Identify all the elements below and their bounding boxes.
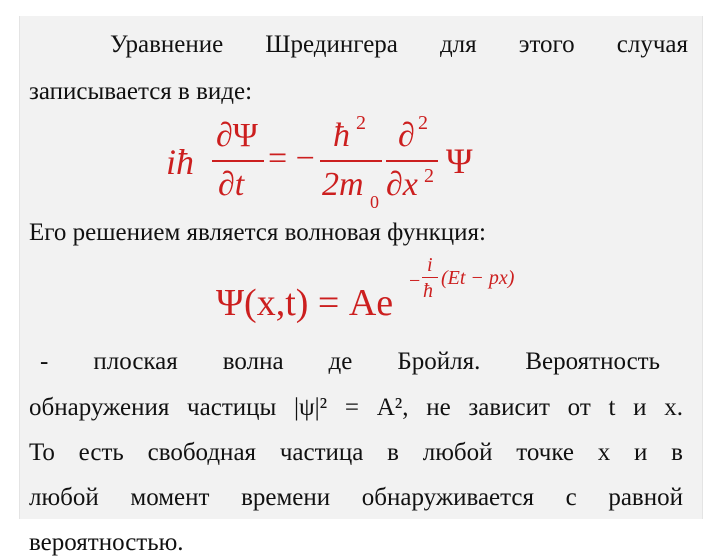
equation-1-2m: 2m <box>322 166 364 203</box>
equation-1-partial-num: ∂ <box>398 117 415 154</box>
equation-1-coef-fraction-bar <box>320 160 382 162</box>
paragraph-1-line-2: записывается в виде: <box>29 78 253 105</box>
paragraph-3-line-3: То есть свободная частица в любой точке x и в <box>29 439 683 466</box>
equation-1-prefix: iħ <box>166 142 195 182</box>
paragraph-3-line-5: вероятностью. <box>29 529 184 556</box>
equation-2-exp-sign: − <box>409 270 421 292</box>
equation-2-lhs: Ψ(x,t) = Ae <box>216 282 394 324</box>
equation-1-partial-den: ∂x <box>386 166 418 203</box>
equation-1-lhs-numerator: ∂Ψ <box>216 117 258 154</box>
equation-2-exp-fraction-bar <box>422 277 438 278</box>
paragraph-3-line-1: - плоская волна де Бройля. Вероятность <box>40 348 660 375</box>
paragraph-3-line-2: обнаружения частицы |ψ|² = A², не зависит от t и x. <box>29 394 683 421</box>
paragraph-1-line-1: Уравнение Шредингера для этого случая <box>110 31 688 58</box>
equation-2-exp-num: i <box>427 254 433 276</box>
equation-1-partial-den-exp: 2 <box>424 165 434 187</box>
equation-1-hbar: ħ <box>333 117 350 154</box>
equation-1-equals-minus: = − <box>268 140 315 177</box>
equation-1-hbar-exp: 2 <box>356 112 366 134</box>
equation-1-psi: Ψ <box>446 141 473 181</box>
equation-2-exp-rest: (Et − px) <box>441 267 515 289</box>
paragraph-2: Его решением является волновая функция: <box>29 219 486 246</box>
equation-1-lhs-denominator: ∂t <box>218 166 245 203</box>
equation-1-op-fraction-bar <box>386 160 438 162</box>
equation-1-lhs-fraction-bar <box>212 160 264 162</box>
equation-1-partial-num-exp: 2 <box>418 112 428 134</box>
equation-2-exp-den: ħ <box>423 280 433 302</box>
paragraph-3-line-4: любой момент времени обнаруживается с равной <box>29 484 683 511</box>
equation-1-2m-sub: 0 <box>370 192 379 212</box>
